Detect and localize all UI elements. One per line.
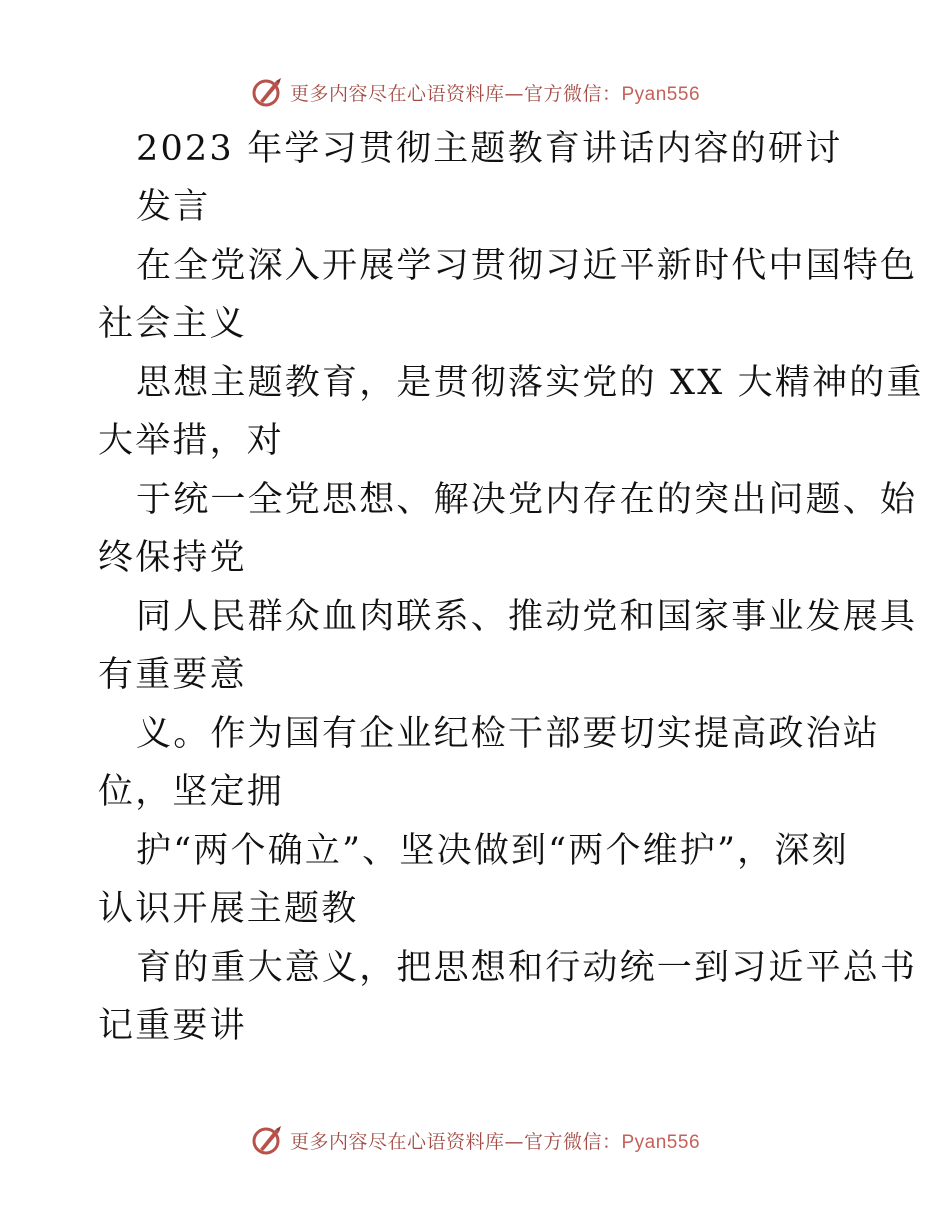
paragraph-line: 同人民群众血肉联系、推动党和国家事业发展具 [136, 597, 918, 637]
paragraph-line: 记重要讲 [98, 1006, 247, 1046]
document-title-line-2: 发言 [136, 187, 211, 227]
footer-watermark [0, 1118, 950, 1162]
paragraph-line: 于统一全党思想、解决党内存在的突出问题、始 [136, 480, 918, 520]
document-title-line-1: 2023 年学习贯彻主题教育讲话内容的研讨 [136, 129, 843, 169]
paragraph-line: 大举措，对 [98, 421, 285, 461]
paragraph-line: 社会主义 [98, 304, 247, 344]
watermark-text: 更多内容尽在心语资料库—官方微信：Pyan556 [289, 82, 701, 105]
paragraph-line: 育的重大意义，把思想和行动统一到习近平总书 [136, 948, 918, 988]
paragraph-line: 有重要意 [98, 655, 247, 695]
paragraph-line: 在全党深入开展学习贯彻习近平新时代中国特色 [136, 246, 918, 286]
paragraph-line: 义。作为国有企业纪检干部要切实提高政治站 [136, 714, 881, 754]
paragraph-line: 思想主题教育，是贯彻落实党的 XX 大精神的重 [136, 363, 924, 403]
paragraph-line: 护“两个确立”、坚决做到“两个维护”，深刻 [136, 831, 849, 871]
watermark-text: 更多内容尽在心语资料库—官方微信：Pyan556 [289, 1130, 701, 1153]
paragraph-line: 位，坚定拥 [98, 772, 285, 812]
paragraph-line: 终保持党 [98, 538, 247, 578]
quill-pen-logo-icon [250, 1123, 284, 1157]
paragraph-line: 认识开展主题教 [98, 889, 359, 929]
